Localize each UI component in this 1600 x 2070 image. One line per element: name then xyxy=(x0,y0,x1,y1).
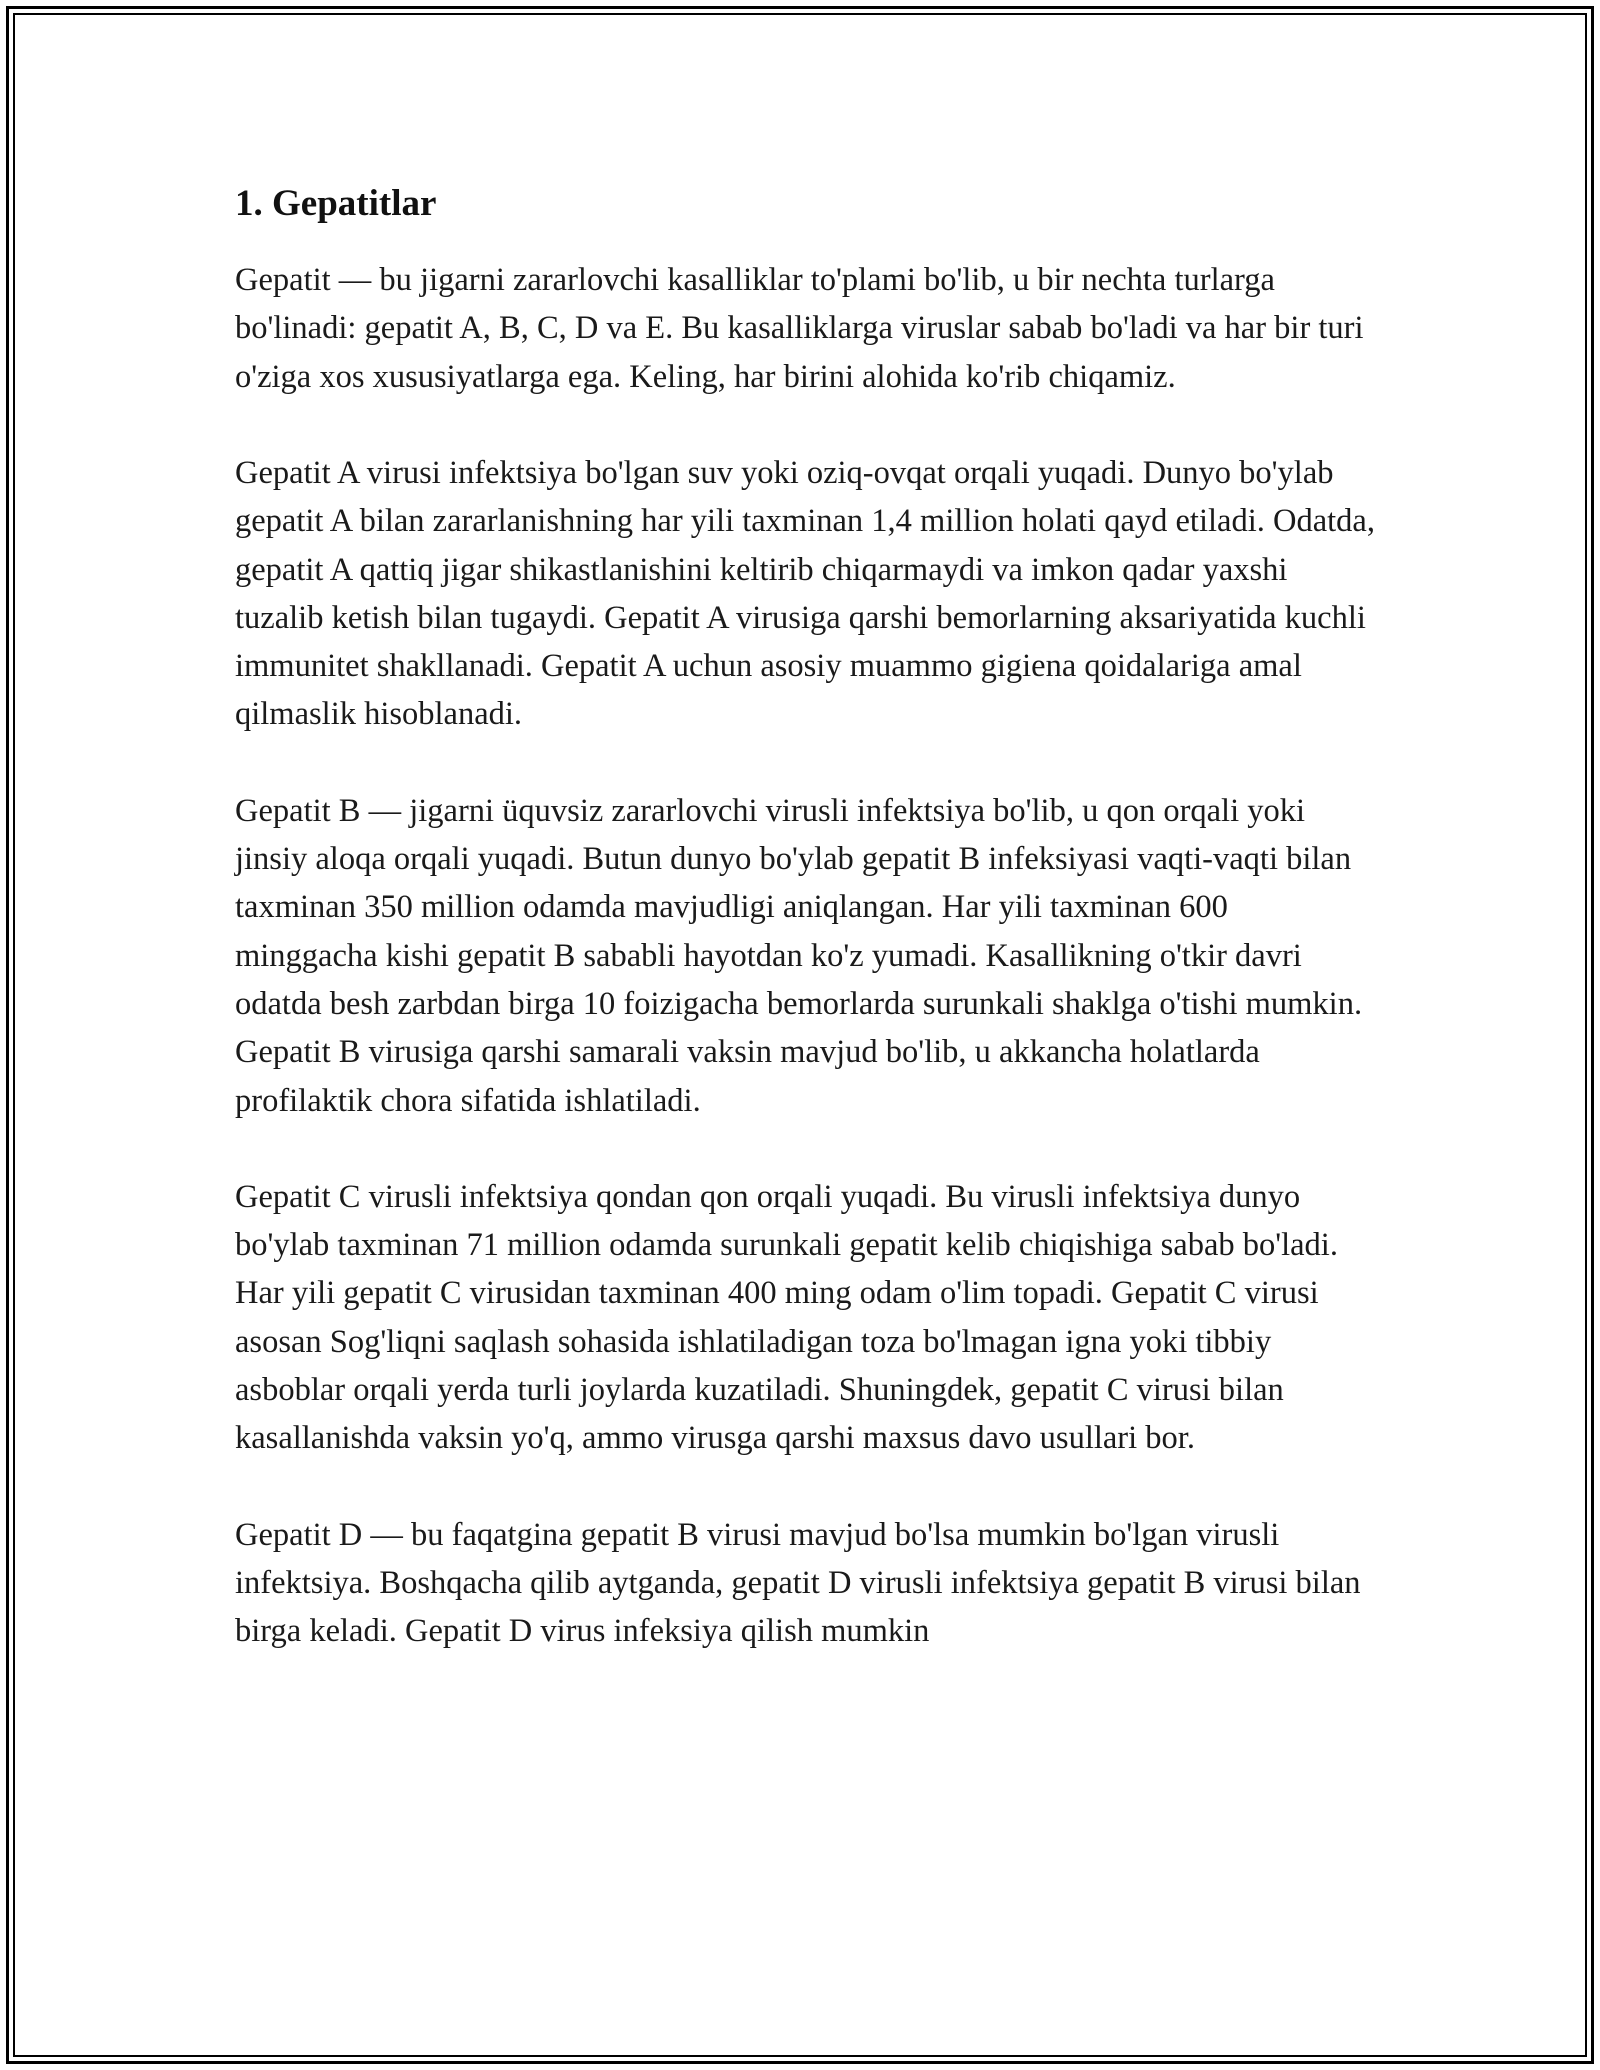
section-heading: 1. Gepatitlar xyxy=(235,183,437,224)
paragraph-hepatitis-b: Gepatit B — jigarni üquvsiz zararlovchi virusli infektsiya bo'lib, u qon orqali yoki jinsiy aloqa orqali yuqadi. Butun dunyo bo'ylab gepatit B infeksiyasi vaqti-vaqti bilan taxminan 350 million odamda mavjudligi aniqlangan. Har yili taxminan 600 minggacha kishi gepatit B sababli hayotdan ko'z yumadi. Kasallikning o'tkir davri odatda besh zarbdan birga 10 foizigacha bemorlarda surunkali shaklga o'tishi mumkin. Gepatit B virusiga qarshi samarali vaksin mavjud bo'lib, u akkancha holatlarda profilaktik chora sifatida ishlatiladi. xyxy=(235,792,1363,1119)
paragraph-hepatitis-c: Gepatit C virusli infektsiya qondan qon orqali yuqadi. Bu virusli infektsiya dunyo bo'ylab taxminan 71 million odamda surunkali gepatit kelib chiqishiga sabab bo'ladi. Har yili gepatit C virusidan taxminan 400 ming odam o'lim topadi. Gepatit C virusi asosan Sog'liqni saqlash sohasida ishlatiladigan toza bo'lmagan igna yoki tibbiy asboblar orqali yerda turli joylarda kuzatiladi. Shuningdek, gepatit C virusi bilan kasallanishda vaksin yo'q, ammo virusga qarshi maxsus davo usullari bor. xyxy=(235,1178,1338,1457)
paragraph-intro: Gepatit — bu jigarni zararlovchi kasalliklar to'plami bo'lib, u bir nechta turlarga bo'linadi: gepatit A, B, C, D va E. Bu kasalliklarga viruslar sabab bo'ladi va har bir turi o'ziga xos xususiyatlarga ega. Keling, har birini alohida ko'rib chiqamiz. xyxy=(235,262,1364,395)
paragraph-hepatitis-d: Gepatit D — bu faqatgina gepatit B virusi mavjud bo'lsa mumkin bo'lgan virusli infektsiya. Boshqacha qilib aytganda, gepatit D virusli infektsiya gepatit B virusi bilan birga keladi. Gepatit D virus infeksiya qilish mumkin xyxy=(235,1516,1361,1650)
paragraph-hepatitis-a: Gepatit A virusi infektsiya bo'lgan suv yoki oziq-ovqat orqali yuqadi. Dunyo bo'ylab gepatit A bilan zararlanishning har yili taxminan 1,4 million holati qayd etiladi. Odatda, gepatit A qattiq jigar shikastlanishini keltirib chiqarmaydi va imkon qadar yaxshi tuzalib ketish bilan tugaydi. Gepatit A virusiga qarshi bemorlarning aksariyatida kuchli immunitet shakllanadi. Gepatit A uchun asosiy muammo gigiena qoidalariga amal qilmaslik hisoblanadi. xyxy=(235,454,1375,733)
document-body xyxy=(235,180,1375,1704)
